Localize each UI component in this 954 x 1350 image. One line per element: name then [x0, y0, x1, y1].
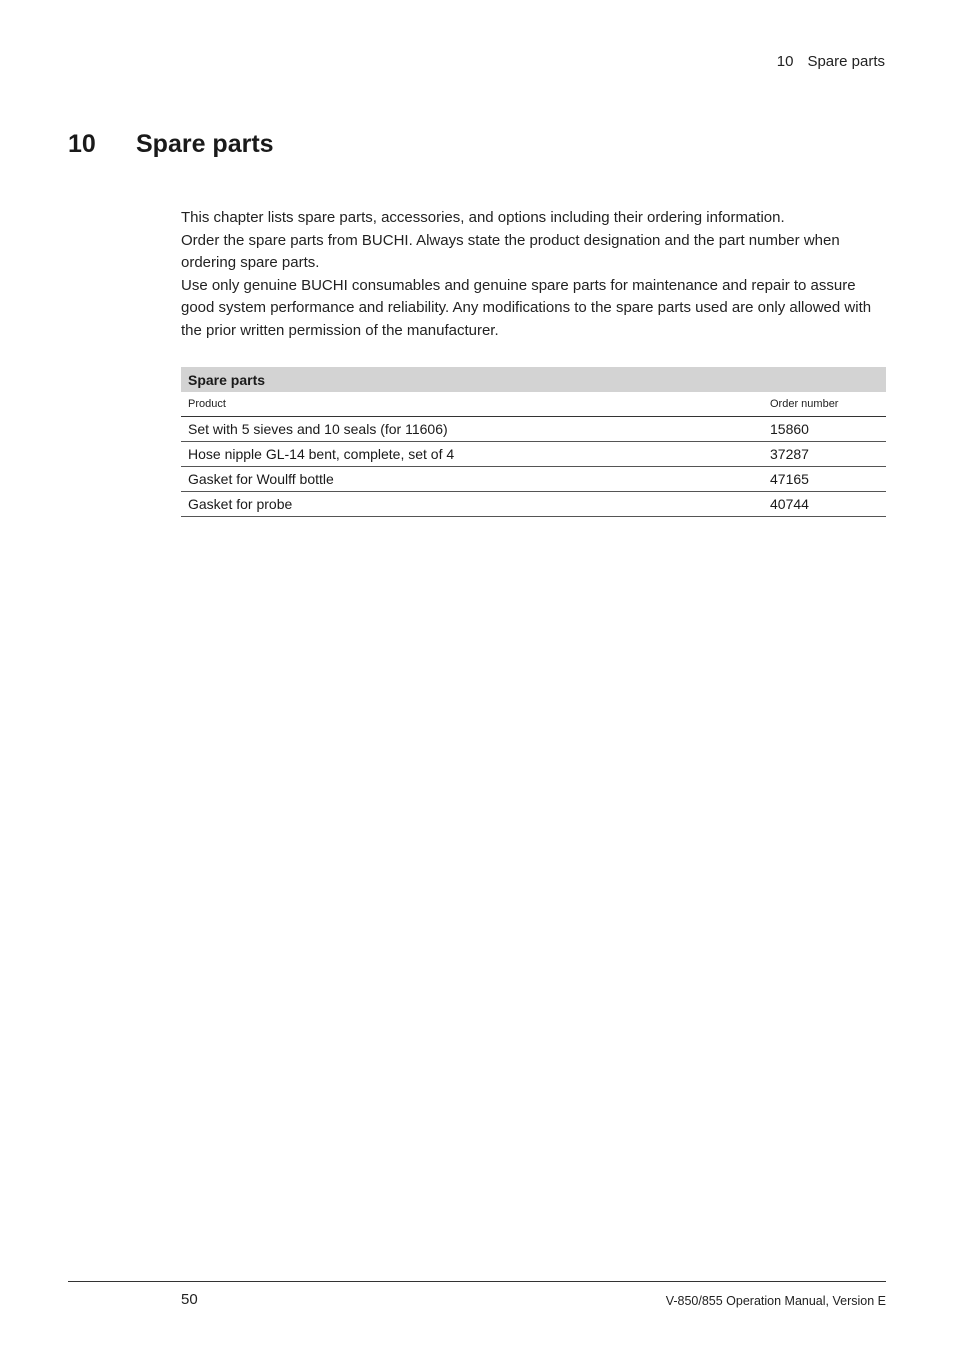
- intro-paragraph: Order the spare parts from BUCHI. Always state the product designation and the part number when ordering spare parts.: [181, 231, 840, 271]
- column-header-product: Product: [181, 392, 763, 417]
- running-header-chapter-number: 10: [776, 53, 794, 70]
- chapter-title-number: 10: [68, 130, 96, 158]
- table-caption: Spare parts: [181, 367, 886, 392]
- page-number: 50: [181, 1291, 198, 1308]
- table-header-row: [181, 392, 886, 417]
- order-number-cell: 47165: [763, 467, 886, 492]
- table-row: [181, 467, 886, 492]
- footer-document-title: V-850/855 Operation Manual, Version E: [665, 1294, 886, 1308]
- table-row: [181, 492, 886, 517]
- chapter-title: [68, 130, 274, 159]
- column-header-order-number: Order number: [763, 392, 886, 417]
- product-cell: Set with 5 sieves and 10 seals (for 11606): [181, 417, 763, 442]
- chapter-title-text: Spare parts: [136, 130, 274, 158]
- table-row: [181, 442, 886, 467]
- product-cell: Gasket for Woulff bottle: [181, 467, 763, 492]
- table-row: [181, 417, 886, 442]
- order-number-cell: 37287: [763, 442, 886, 467]
- intro-paragraph: Use only genuine BUCHI consumables and genuine spare parts for maintenance and repair to assure good system performance and reliability. Any modifications to the spare parts used are only allowed with the prior written permission of the manufacturer.: [181, 276, 872, 339]
- intro-text: [181, 207, 886, 342]
- footer-divider: [68, 1281, 886, 1282]
- product-cell: Gasket for probe: [181, 492, 763, 517]
- spare-parts-table: [181, 367, 886, 517]
- product-cell: Hose nipple GL-14 bent, complete, set of 4: [181, 442, 763, 467]
- running-header: [777, 53, 885, 70]
- order-number-cell: 15860: [763, 417, 886, 442]
- running-header-chapter-name: Spare parts: [807, 53, 885, 70]
- order-number-cell: 40744: [763, 492, 886, 517]
- intro-paragraph: This chapter lists spare parts, accessories, and options including their ordering information.: [181, 209, 785, 226]
